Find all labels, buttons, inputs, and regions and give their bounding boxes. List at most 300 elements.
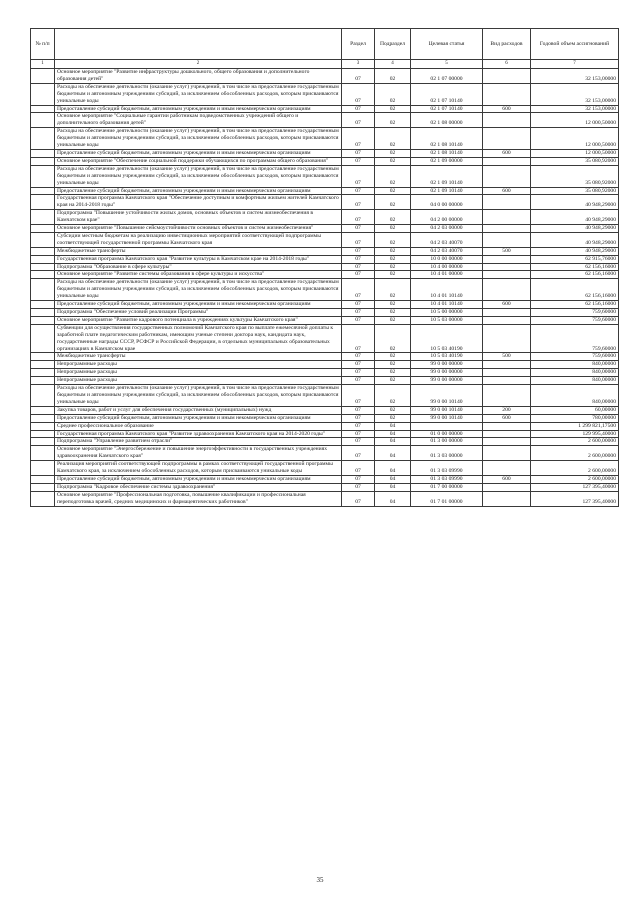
table-row bbox=[31, 491, 619, 506]
col-number: 7 bbox=[531, 60, 619, 69]
cell-name: Расходы на обеспечение деятельности (оказание услуг) учреждений, в том числе на предоставление государственным бюджетным и автономным учреждениям субсидий, за исключением обособленных расходов, которым присваиваются уникальные коды bbox=[55, 385, 342, 407]
table-row bbox=[31, 361, 619, 369]
cell-statya: 99 0 00 10140 bbox=[411, 385, 483, 407]
cell-statya: 99 0 00 10140 bbox=[411, 406, 483, 414]
cell-num bbox=[31, 461, 55, 476]
table-row bbox=[31, 475, 619, 483]
table-row bbox=[31, 430, 619, 438]
cell-vid bbox=[483, 225, 531, 233]
cell-num bbox=[31, 157, 55, 165]
cell-num bbox=[31, 430, 55, 438]
cell-vid bbox=[483, 271, 531, 279]
table-row bbox=[31, 83, 619, 105]
cell-num bbox=[31, 195, 55, 210]
table-row bbox=[31, 461, 619, 476]
cell-num bbox=[31, 446, 55, 461]
cell-podrazdel: 02 bbox=[375, 195, 411, 210]
cell-name: Расходы на обеспечение деятельности (оказание услуг) учреждений, в том числе на предоставление государственным бюджетным и автономным учреждениям субсидий, за исключением обособленных расходов, которым присваиваются уникальные коды bbox=[55, 83, 342, 105]
table-row bbox=[31, 149, 619, 157]
cell-statya: 02 1 07 10140 bbox=[411, 83, 483, 105]
cell-podrazdel: 04 bbox=[375, 475, 411, 483]
cell-name: Среднее профессиональное образование bbox=[55, 422, 342, 430]
cell-summa: 127 395,40000 bbox=[531, 483, 619, 491]
cell-razdel: 07 bbox=[342, 414, 375, 422]
cell-summa: 35 080,92000 bbox=[531, 165, 619, 187]
cell-podrazdel: 02 bbox=[375, 263, 411, 271]
cell-razdel: 07 bbox=[342, 353, 375, 361]
cell-statya: 01 7 00 00000 bbox=[411, 483, 483, 491]
cell-vid bbox=[483, 232, 531, 247]
cell-vid bbox=[483, 309, 531, 317]
table-row bbox=[31, 263, 619, 271]
cell-razdel: 07 bbox=[342, 438, 375, 446]
cell-num bbox=[31, 369, 55, 377]
cell-podrazdel: 04 bbox=[375, 491, 411, 506]
cell-summa: 40 948,29000 bbox=[531, 247, 619, 255]
cell-summa: 32 153,00000 bbox=[531, 69, 619, 84]
table-row bbox=[31, 232, 619, 247]
cell-podrazdel: 02 bbox=[375, 187, 411, 195]
table-row bbox=[31, 225, 619, 233]
cell-statya: 02 1 07 10140 bbox=[411, 105, 483, 113]
cell-vid bbox=[483, 446, 531, 461]
cell-vid bbox=[483, 438, 531, 446]
cell-name: Субвенции для осуществления государственных полномочий Камчатского края по выплате ежемесячной доплаты к заработной плате педагогическим работникам, имеющим ученые степени доктора наук, кандидата наук, государственные награды СССР, РСФСР и Российской Федерации, в отдельных муниципальных образовательных организациях в Камчатском крае bbox=[55, 324, 342, 353]
header-vid: Вид расходов bbox=[483, 29, 531, 60]
budget-page bbox=[30, 28, 618, 848]
cell-podrazdel: 02 bbox=[375, 316, 411, 324]
cell-num bbox=[31, 377, 55, 385]
cell-vid bbox=[483, 83, 531, 105]
cell-name: Основное мероприятие "Обеспечение социальной поддержки обучающихся по программам общего образования" bbox=[55, 157, 342, 165]
cell-summa: 759,60000 bbox=[531, 324, 619, 353]
cell-podrazdel: 02 bbox=[375, 232, 411, 247]
table-row bbox=[31, 195, 619, 210]
cell-podrazdel: 02 bbox=[375, 309, 411, 317]
cell-statya: 10 4 01 10140 bbox=[411, 301, 483, 309]
cell-num bbox=[31, 361, 55, 369]
cell-podrazdel: 02 bbox=[375, 247, 411, 255]
header-summa: Годовой объем ассигнований bbox=[531, 29, 619, 60]
cell-statya bbox=[411, 422, 483, 430]
cell-vid bbox=[483, 279, 531, 301]
cell-summa: 12 000,50000 bbox=[531, 113, 619, 128]
cell-statya: 01 0 00 00000 bbox=[411, 430, 483, 438]
cell-statya: 04 2 03 00000 bbox=[411, 225, 483, 233]
cell-statya: 01 3 03 09990 bbox=[411, 475, 483, 483]
cell-summa: 2 600,00000 bbox=[531, 475, 619, 483]
table-row bbox=[31, 210, 619, 225]
cell-num bbox=[31, 309, 55, 317]
cell-razdel: 07 bbox=[342, 475, 375, 483]
table-row bbox=[31, 113, 619, 128]
cell-statya: 02 1 08 10140 bbox=[411, 128, 483, 150]
cell-statya: 99 0 00 00000 bbox=[411, 361, 483, 369]
cell-statya: 10 0 00 00000 bbox=[411, 255, 483, 263]
cell-podrazdel: 02 bbox=[375, 406, 411, 414]
cell-name: Основное мероприятие "Развитие инфраструктуры дошкольного, общего образования и дополнительного образования детей" bbox=[55, 69, 342, 84]
cell-num bbox=[31, 247, 55, 255]
cell-razdel: 07 bbox=[342, 483, 375, 491]
table-body bbox=[31, 69, 619, 507]
cell-statya: 10 5 03 40190 bbox=[411, 353, 483, 361]
header-name bbox=[55, 29, 342, 60]
cell-num bbox=[31, 83, 55, 105]
cell-statya: 04 0 00 00000 bbox=[411, 195, 483, 210]
cell-summa: 32 153,00000 bbox=[531, 105, 619, 113]
cell-vid bbox=[483, 491, 531, 506]
cell-razdel: 07 bbox=[342, 369, 375, 377]
cell-statya: 04 2 00 00000 bbox=[411, 210, 483, 225]
cell-podrazdel: 02 bbox=[375, 369, 411, 377]
cell-num bbox=[31, 406, 55, 414]
cell-summa: 759,60000 bbox=[531, 309, 619, 317]
cell-num bbox=[31, 149, 55, 157]
cell-podrazdel: 02 bbox=[375, 301, 411, 309]
cell-name: Непрограммные расходы bbox=[55, 377, 342, 385]
cell-vid: 600 bbox=[483, 105, 531, 113]
cell-name: Подпрограмма "Управление развитием отрасли" bbox=[55, 438, 342, 446]
cell-name: Основное мероприятие "Энергосбережение и повышение энергоэффективности в государственных учреждениях здравоохранения Камчатского края" bbox=[55, 446, 342, 461]
table-row bbox=[31, 438, 619, 446]
cell-podrazdel: 02 bbox=[375, 149, 411, 157]
cell-summa: 840,00000 bbox=[531, 385, 619, 407]
cell-statya: 10 5 03 00000 bbox=[411, 316, 483, 324]
cell-razdel: 07 bbox=[342, 271, 375, 279]
cell-statya: 01 7 01 00000 bbox=[411, 491, 483, 506]
cell-statya: 01 3 03 00000 bbox=[411, 446, 483, 461]
table-row bbox=[31, 279, 619, 301]
column-number-row bbox=[31, 60, 619, 69]
cell-name: Подпрограмма "Повышение устойчивости жилых домов, основных объектов и систем жизнеобеспечения в Камчатском крае" bbox=[55, 210, 342, 225]
cell-name: Межбюджетные трансферты bbox=[55, 353, 342, 361]
cell-num bbox=[31, 187, 55, 195]
cell-num bbox=[31, 316, 55, 324]
cell-vid bbox=[483, 369, 531, 377]
cell-vid bbox=[483, 422, 531, 430]
cell-summa: 40 948,29000 bbox=[531, 232, 619, 247]
cell-name: Расходы на обеспечение деятельности (оказание услуг) учреждений, в том числе на предоставление государственным бюджетным и автономным учреждениям субсидий, за исключением обособленных расходов, которым присваиваются уникальные коды bbox=[55, 165, 342, 187]
cell-name: Основное мероприятие "Повышение сейсмоустойчивости основных объектов и систем жизнеобеспечения" bbox=[55, 225, 342, 233]
cell-razdel: 07 bbox=[342, 210, 375, 225]
cell-summa: 32 153,00000 bbox=[531, 83, 619, 105]
cell-podrazdel: 02 bbox=[375, 255, 411, 263]
cell-statya: 10 5 00 00000 bbox=[411, 309, 483, 317]
table-row bbox=[31, 255, 619, 263]
cell-name: Субсидии местным бюджетам на реализацию инвестиционных мероприятий соответствующей подпрограммы соответствующей государственной программы Камчатского края bbox=[55, 232, 342, 247]
cell-razdel: 07 bbox=[342, 361, 375, 369]
cell-podrazdel: 02 bbox=[375, 210, 411, 225]
cell-podrazdel: 04 bbox=[375, 430, 411, 438]
cell-podrazdel: 02 bbox=[375, 165, 411, 187]
table-row bbox=[31, 301, 619, 309]
header-num: № п/п bbox=[31, 29, 55, 60]
cell-podrazdel: 04 bbox=[375, 461, 411, 476]
cell-num bbox=[31, 279, 55, 301]
table-row bbox=[31, 414, 619, 422]
cell-statya: 99 0 00 00000 bbox=[411, 377, 483, 385]
table-row bbox=[31, 105, 619, 113]
cell-num bbox=[31, 165, 55, 187]
table-row bbox=[31, 406, 619, 414]
cell-num bbox=[31, 210, 55, 225]
cell-razdel: 07 bbox=[342, 385, 375, 407]
cell-razdel: 07 bbox=[342, 225, 375, 233]
cell-vid: 200 bbox=[483, 406, 531, 414]
cell-summa: 759,60000 bbox=[531, 353, 619, 361]
cell-razdel: 07 bbox=[342, 324, 375, 353]
cell-vid bbox=[483, 483, 531, 491]
budget-table bbox=[30, 28, 619, 507]
table-row bbox=[31, 157, 619, 165]
cell-summa: 2 600,00000 bbox=[531, 438, 619, 446]
cell-razdel: 07 bbox=[342, 377, 375, 385]
cell-name: Подпрограмма "Образование в сфере культуры" bbox=[55, 263, 342, 271]
cell-razdel: 07 bbox=[342, 69, 375, 84]
cell-razdel: 07 bbox=[342, 263, 375, 271]
cell-num bbox=[31, 491, 55, 506]
table-row bbox=[31, 422, 619, 430]
cell-podrazdel: 02 bbox=[375, 225, 411, 233]
cell-name: Непрограммные расходы bbox=[55, 361, 342, 369]
cell-summa: 759,60000 bbox=[531, 316, 619, 324]
cell-vid bbox=[483, 324, 531, 353]
col-number: 4 bbox=[375, 60, 411, 69]
cell-vid: 600 bbox=[483, 475, 531, 483]
cell-name: Подпрограмма "Обеспечение условий реализации Программы" bbox=[55, 309, 342, 317]
cell-summa: 62 156,16000 bbox=[531, 279, 619, 301]
cell-summa: 40 948,29000 bbox=[531, 210, 619, 225]
cell-statya: 10 4 01 00000 bbox=[411, 271, 483, 279]
cell-num bbox=[31, 128, 55, 150]
cell-razdel: 07 bbox=[342, 406, 375, 414]
cell-summa: 2 600,00000 bbox=[531, 446, 619, 461]
col-number: 6 bbox=[483, 60, 531, 69]
cell-statya: 02 1 09 00000 bbox=[411, 157, 483, 165]
cell-vid bbox=[483, 195, 531, 210]
cell-summa: 129 995,40000 bbox=[531, 430, 619, 438]
cell-vid bbox=[483, 361, 531, 369]
cell-razdel: 07 bbox=[342, 301, 375, 309]
cell-name: Расходы на обеспечение деятельности (оказание услуг) учреждений, в том числе на предоставление государственным бюджетным и автономным учреждениям субсидий, за исключением обособленных расходов, которым присваиваются уникальные коды bbox=[55, 128, 342, 150]
cell-podrazdel: 02 bbox=[375, 353, 411, 361]
cell-podrazdel: 04 bbox=[375, 422, 411, 430]
cell-statya: 10 4 00 00000 bbox=[411, 263, 483, 271]
cell-razdel: 07 bbox=[342, 157, 375, 165]
cell-vid bbox=[483, 430, 531, 438]
cell-razdel: 07 bbox=[342, 187, 375, 195]
cell-statya: 02 1 09 10140 bbox=[411, 165, 483, 187]
table-row bbox=[31, 377, 619, 385]
cell-summa: 60,00000 bbox=[531, 406, 619, 414]
table-row bbox=[31, 353, 619, 361]
cell-podrazdel: 02 bbox=[375, 113, 411, 128]
cell-razdel: 07 bbox=[342, 232, 375, 247]
cell-podrazdel: 02 bbox=[375, 83, 411, 105]
cell-vid bbox=[483, 263, 531, 271]
cell-name: Государственная программа Камчатского края "Обеспечение доступным и комфортным жильем жителей Камчатского края на 2014-2018 годы" bbox=[55, 195, 342, 210]
cell-vid: 500 bbox=[483, 247, 531, 255]
cell-name: Подпрограмма "Кадровое обеспечение системы здравоохранения" bbox=[55, 483, 342, 491]
cell-vid bbox=[483, 385, 531, 407]
cell-podrazdel: 04 bbox=[375, 483, 411, 491]
cell-podrazdel: 04 bbox=[375, 438, 411, 446]
cell-statya: 01 3 03 09990 bbox=[411, 461, 483, 476]
cell-razdel: 07 bbox=[342, 105, 375, 113]
cell-vid bbox=[483, 128, 531, 150]
cell-razdel: 07 bbox=[342, 195, 375, 210]
cell-name: Предоставление субсидий бюджетным, автономным учреждениям и иным некоммерческим организациям bbox=[55, 475, 342, 483]
header-razdel: Раздел bbox=[342, 29, 375, 60]
cell-num bbox=[31, 263, 55, 271]
cell-name: Реализация мероприятий соответствующей подпрограммы в рамках соответствующей государственной программы Камчатского края, за исключением обособленных расходов, которым присваиваются уникальные коды bbox=[55, 461, 342, 476]
cell-name: Основное мероприятие "Развитие системы образования в сфере культуры и искусства" bbox=[55, 271, 342, 279]
col-number: 5 bbox=[411, 60, 483, 69]
cell-podrazdel: 02 bbox=[375, 128, 411, 150]
cell-name: Предоставление субсидий бюджетным, автономным учреждениям и иным некоммерческим организациям bbox=[55, 149, 342, 157]
cell-podrazdel: 02 bbox=[375, 324, 411, 353]
cell-vid bbox=[483, 113, 531, 128]
cell-razdel: 07 bbox=[342, 165, 375, 187]
header-podrazdel: Подраздел bbox=[375, 29, 411, 60]
cell-summa: 840,00000 bbox=[531, 377, 619, 385]
cell-podrazdel: 02 bbox=[375, 157, 411, 165]
col-number: 3 bbox=[342, 60, 375, 69]
table-row bbox=[31, 128, 619, 150]
table-row bbox=[31, 324, 619, 353]
cell-razdel: 07 bbox=[342, 316, 375, 324]
cell-podrazdel: 02 bbox=[375, 377, 411, 385]
cell-razdel: 07 bbox=[342, 113, 375, 128]
cell-summa: 12 000,50000 bbox=[531, 149, 619, 157]
cell-razdel: 07 bbox=[342, 247, 375, 255]
cell-summa: 780,00000 bbox=[531, 414, 619, 422]
cell-summa: 62 156,16000 bbox=[531, 263, 619, 271]
cell-num bbox=[31, 438, 55, 446]
cell-vid: 600 bbox=[483, 301, 531, 309]
cell-vid: 600 bbox=[483, 414, 531, 422]
col-number: 1 bbox=[31, 60, 55, 69]
cell-razdel: 07 bbox=[342, 279, 375, 301]
cell-vid: 500 bbox=[483, 353, 531, 361]
cell-num bbox=[31, 414, 55, 422]
table-header-row bbox=[31, 29, 619, 60]
cell-statya: 02 1 08 00000 bbox=[411, 113, 483, 128]
cell-summa: 12 000,50000 bbox=[531, 128, 619, 150]
cell-razdel: 07 bbox=[342, 461, 375, 476]
cell-num bbox=[31, 475, 55, 483]
cell-podrazdel: 02 bbox=[375, 361, 411, 369]
cell-vid bbox=[483, 316, 531, 324]
cell-podrazdel: 02 bbox=[375, 385, 411, 407]
table-row bbox=[31, 271, 619, 279]
cell-razdel: 07 bbox=[342, 255, 375, 263]
cell-name: Предоставление субсидий бюджетным, автономным учреждениям и иным некоммерческим организациям bbox=[55, 414, 342, 422]
cell-podrazdel: 02 bbox=[375, 69, 411, 84]
cell-vid bbox=[483, 377, 531, 385]
cell-summa: 35 080,92000 bbox=[531, 187, 619, 195]
cell-razdel: 07 bbox=[342, 446, 375, 461]
cell-vid bbox=[483, 69, 531, 84]
cell-podrazdel: 02 bbox=[375, 271, 411, 279]
cell-num bbox=[31, 324, 55, 353]
cell-name: Предоставление субсидий бюджетным, автономным учреждениям и иным некоммерческим организациям bbox=[55, 105, 342, 113]
cell-statya: 99 0 00 10140 bbox=[411, 414, 483, 422]
cell-summa: 840,00000 bbox=[531, 361, 619, 369]
cell-vid bbox=[483, 255, 531, 263]
cell-num bbox=[31, 232, 55, 247]
cell-vid: 600 bbox=[483, 187, 531, 195]
cell-summa: 40 948,29000 bbox=[531, 225, 619, 233]
cell-name: Расходы на обеспечение деятельности (оказание услуг) учреждений, в том числе на предоставление государственным бюджетным и автономным учреждениям субсидий, за исключением обособленных расходов, которым присваиваются уникальные коды bbox=[55, 279, 342, 301]
cell-summa: 2 600,00000 bbox=[531, 461, 619, 476]
cell-num bbox=[31, 483, 55, 491]
col-number: 2 bbox=[55, 60, 342, 69]
cell-podrazdel: 04 bbox=[375, 446, 411, 461]
cell-podrazdel: 02 bbox=[375, 279, 411, 301]
cell-name: Предоставление субсидий бюджетным, автономным учреждениям и иным некоммерческим организациям bbox=[55, 301, 342, 309]
cell-name: Непрограммные расходы bbox=[55, 369, 342, 377]
cell-statya: 04 2 03 40070 bbox=[411, 232, 483, 247]
cell-vid bbox=[483, 461, 531, 476]
cell-statya: 02 1 07 00000 bbox=[411, 69, 483, 84]
cell-statya: 01 3 00 00000 bbox=[411, 438, 483, 446]
cell-razdel: 07 bbox=[342, 422, 375, 430]
cell-num bbox=[31, 105, 55, 113]
cell-num bbox=[31, 422, 55, 430]
cell-num bbox=[31, 271, 55, 279]
cell-vid bbox=[483, 210, 531, 225]
cell-vid bbox=[483, 165, 531, 187]
cell-num bbox=[31, 225, 55, 233]
table-row bbox=[31, 483, 619, 491]
table-row bbox=[31, 247, 619, 255]
cell-razdel: 07 bbox=[342, 128, 375, 150]
cell-name: Государственная программа Камчатского края "Развитие здравоохранения Камчатского края на 2014-2020 годы" bbox=[55, 430, 342, 438]
cell-razdel: 07 bbox=[342, 491, 375, 506]
cell-summa: 62 156,16000 bbox=[531, 301, 619, 309]
cell-name: Основное мероприятие "Профессиональная подготовка, повышение квалификации и профессиональная переподготовка врачей, средних медицинских и фармацевтических работников" bbox=[55, 491, 342, 506]
cell-vid bbox=[483, 157, 531, 165]
cell-statya: 99 0 00 00000 bbox=[411, 369, 483, 377]
cell-statya: 04 2 03 40070 bbox=[411, 247, 483, 255]
table-row bbox=[31, 187, 619, 195]
cell-num bbox=[31, 255, 55, 263]
cell-name: Закупка товаров, работ и услуг для обеспечения государственных (муниципальных) нужд bbox=[55, 406, 342, 414]
cell-vid: 600 bbox=[483, 149, 531, 157]
cell-summa: 840,00000 bbox=[531, 369, 619, 377]
cell-razdel: 07 bbox=[342, 83, 375, 105]
cell-num bbox=[31, 69, 55, 84]
table-row bbox=[31, 446, 619, 461]
cell-num bbox=[31, 113, 55, 128]
cell-summa: 62 156,16000 bbox=[531, 271, 619, 279]
cell-statya: 10 4 01 10140 bbox=[411, 279, 483, 301]
page-number: 35 bbox=[316, 876, 324, 884]
cell-podrazdel: 02 bbox=[375, 105, 411, 113]
table-row bbox=[31, 165, 619, 187]
cell-razdel: 07 bbox=[342, 149, 375, 157]
cell-name: Межбюджетные трансферты bbox=[55, 247, 342, 255]
table-row bbox=[31, 309, 619, 317]
table-row bbox=[31, 69, 619, 84]
cell-summa: 1 299 821,17500 bbox=[531, 422, 619, 430]
cell-razdel: 07 bbox=[342, 430, 375, 438]
cell-summa: 40 948,29000 bbox=[531, 195, 619, 210]
cell-statya: 10 5 03 40190 bbox=[411, 324, 483, 353]
cell-summa: 127 395,40000 bbox=[531, 491, 619, 506]
cell-num bbox=[31, 385, 55, 407]
